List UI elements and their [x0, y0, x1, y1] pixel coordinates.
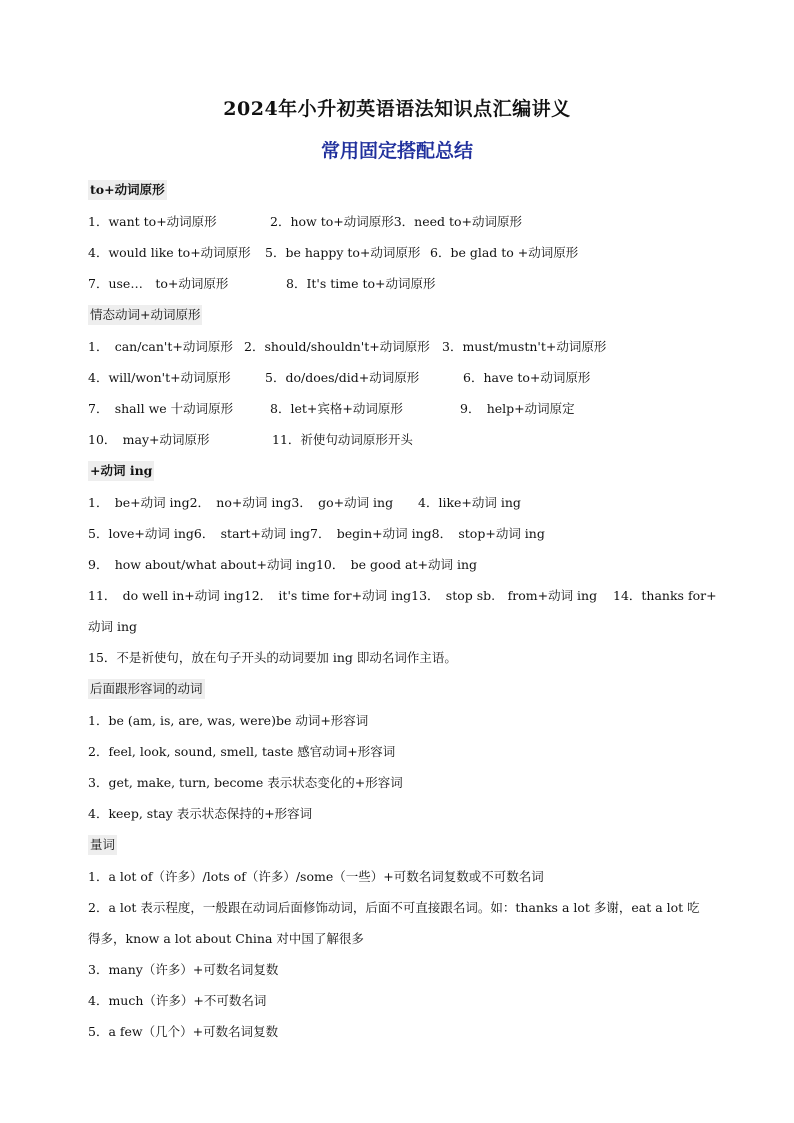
list-item: 7．use… to+动词原形 [88, 276, 229, 291]
list-item: 4．like+动词 ing [418, 495, 521, 510]
list-row [88, 362, 712, 393]
list-item: 4．will/won't+动词原形 [88, 370, 231, 385]
list-row [88, 549, 712, 580]
document-subtitle: 常用固定搭配总结 [320, 140, 473, 162]
document-title: 2024年小升初英语语法知识点汇编讲义 [223, 98, 571, 120]
list-item: 3．many（许多）+可数名词复数 [88, 962, 279, 977]
list-item: 2．feel, look, sound, smell, taste 感官动词+形容词 [88, 744, 396, 759]
list-item: 15．不是祈使句，放在句子开头的动词要加 ing 即动名词作主语。 [88, 650, 457, 665]
list-item: 1． can/can't+动词原形 [88, 339, 233, 354]
list-row [88, 237, 712, 268]
list-row [88, 268, 712, 299]
list-item: 8．let+宾格+动词原形 [270, 401, 403, 416]
list-item: 1．want to+动词原形 [88, 214, 217, 229]
list-item: 6．be glad to +动词原形 [430, 245, 579, 260]
list-item: 14．thanks for+ [613, 588, 717, 603]
section-heading-ing: +动词 ing [88, 461, 154, 481]
list-row [88, 424, 712, 455]
list-row [88, 206, 712, 237]
list-item: 2．should/shouldn't+动词原形 [244, 339, 430, 354]
list-item: 5．be happy to+动词原形 [265, 245, 421, 260]
list-item: 11． do well in+动词 ing12． it's time for+动词 ing13． stop sb. from+动词 ing [88, 588, 598, 603]
list-item: 8．It's time to+动词原形 [286, 276, 436, 291]
list-row [88, 642, 712, 673]
list-item: 1．be (am, is, are, was, were)be 动词+形容词 [88, 713, 369, 728]
list-item: 3．get, make, turn, become 表示状态变化的+形容词 [88, 775, 403, 790]
section-heading-modal: 情态动词+动词原形 [88, 305, 202, 325]
document-body [88, 174, 717, 1047]
list-item: 3．need to+动词原形 [393, 214, 523, 229]
list-item: 3．must/mustn't+动词原形 [442, 339, 607, 354]
list-item: 6．have to+动词原形 [463, 370, 591, 385]
list-item: 4．would like to+动词原形 [88, 245, 251, 260]
list-item: 7． shall we 十动词原形 [88, 401, 234, 416]
section-heading-quantifier: 量词 [88, 835, 117, 855]
list-item: 2．how to+动词原形 [270, 214, 394, 229]
list-item: 5．a few（几个）+可数名词复数 [88, 1024, 279, 1039]
section-heading-adjective: 后面跟形容词的动词 [88, 679, 205, 699]
list-item: 10． may+动词原形 [88, 432, 210, 447]
list-row [88, 518, 712, 549]
list-item: 2．a lot 表示程度，一般跟在动词后面修饰动词，后面不可直接跟名词。如：thanks a lot 多谢，eat a lot 吃得多，know a lot about China 对中国了解很多 [88, 900, 700, 946]
list-item: 11．祈使句动词原形开头 [272, 432, 413, 447]
list-item: 动词 ing [88, 619, 138, 634]
section-heading-to-infinitive: to+动词原形 [88, 180, 167, 200]
list-item: 4．keep, stay 表示状态保持的+形容词 [88, 806, 313, 821]
list-item: 1． be+动词 ing2． no+动词 ing3． go+动词 ing [88, 495, 394, 510]
list-item: 4．much（许多）+不可数名词 [88, 993, 267, 1008]
list-row [88, 611, 712, 642]
list-item: 9． how about/what about+动词 ing10． be good at+动词 ing [88, 557, 477, 572]
list-row [88, 580, 717, 611]
list-item: 9． help+动词原定 [460, 401, 575, 416]
list-item: 5．love+动词 ing6． start+动词 ing7． begin+动词 ing8． stop+动词 ing [88, 526, 545, 541]
list-item: 5．do/does/did+动词原形 [265, 370, 420, 385]
list-row [88, 331, 712, 362]
list-item: 1．a lot of（许多）/lots of（许多）/some（一些）+可数名词复数或不可数名词 [88, 869, 544, 884]
list-row [88, 487, 712, 518]
list-row [88, 393, 712, 424]
